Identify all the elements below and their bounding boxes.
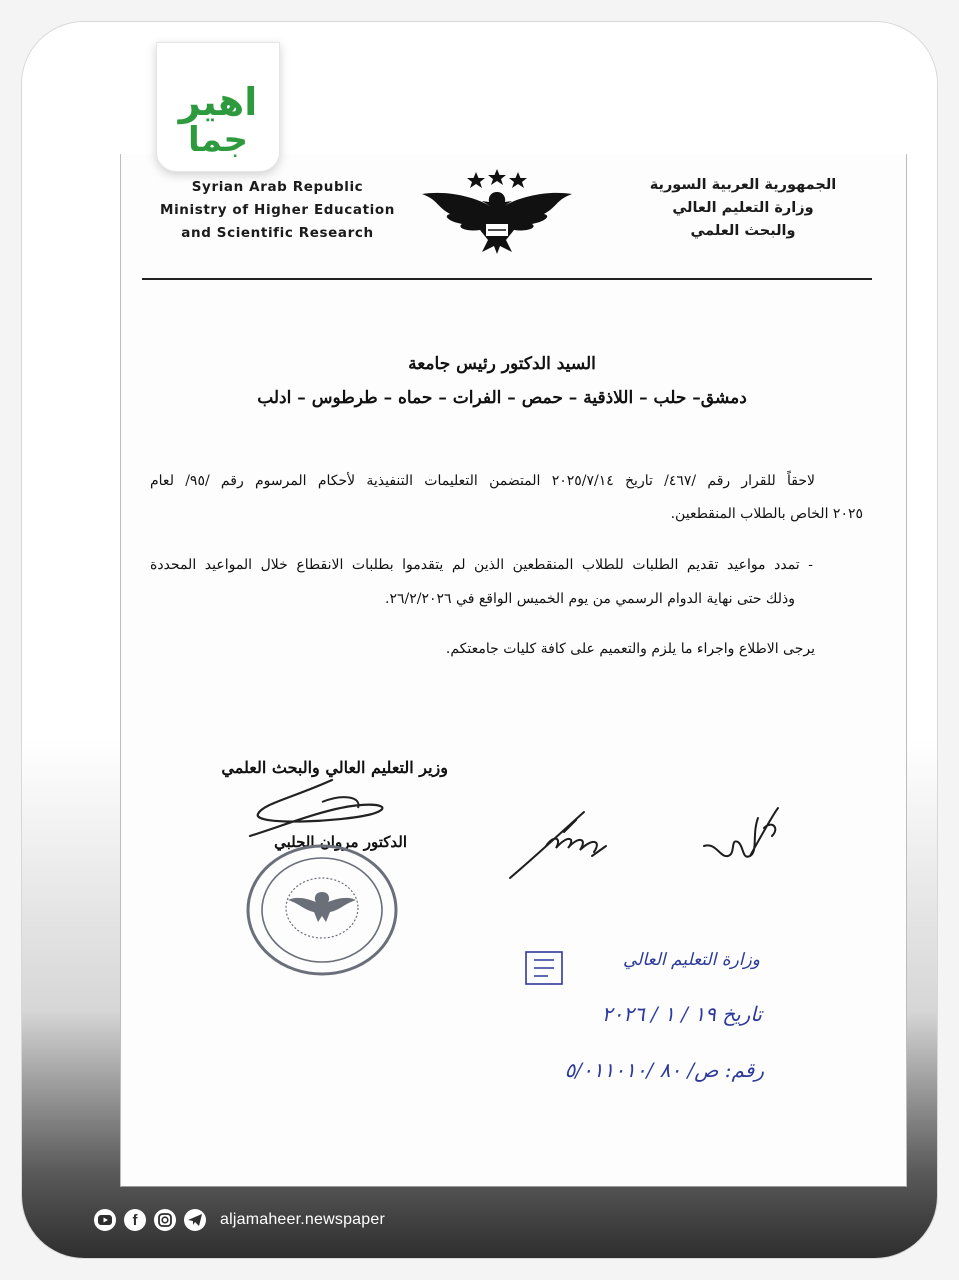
letterhead-arabic bbox=[612, 174, 874, 243]
logo-text-top: اهير bbox=[178, 80, 258, 124]
bullet-line-2: وذلك حتى نهاية الدوام الرسمي من يوم الخميس الواقع في ٢٦/٢/٢٠٢٦. bbox=[385, 591, 795, 607]
closing-paragraph: يرجى الاطلاع واجراء ما يلزم والتعميم على كافة كليات جامعتكم. bbox=[445, 641, 815, 657]
registry-date: تاريخ ١٩ / ١ / ٢٠٢٦ bbox=[601, 1002, 762, 1026]
handwritten-initials-2 bbox=[698, 798, 784, 874]
header-divider bbox=[142, 278, 872, 280]
bullet-line-1: - تمدد مواعيد تقديم الطلبات للطلاب المنقطعين الذين لم يتقدموا بطلبات الانقطاع خلال المواعيد المحددة bbox=[150, 557, 813, 573]
letterhead-english bbox=[140, 176, 415, 245]
aljamaheer-logo bbox=[156, 42, 280, 172]
telegram-icon[interactable] bbox=[184, 1209, 206, 1231]
logo-text-bottom: جما bbox=[187, 120, 249, 160]
logo-graphic bbox=[157, 43, 279, 171]
letterhead-en-line: Ministry of Higher Education bbox=[160, 202, 395, 218]
eagle-emblem-icon bbox=[416, 168, 578, 256]
letterhead-en-line: and Scientific Research bbox=[181, 225, 374, 241]
universities-list: دمشق– حلب – اللاذقية – حمص – الفرات – حماه – طرطوس – ادلب bbox=[257, 388, 747, 408]
letterhead-ar-line: الجمهورية العربية السورية bbox=[649, 177, 837, 193]
youtube-icon[interactable] bbox=[94, 1209, 116, 1231]
letterhead-en-line: Syrian Arab Republic bbox=[191, 179, 364, 195]
signatory-title: وزير التعليم العالي والبحث العلمي bbox=[221, 758, 448, 777]
social-footer bbox=[94, 1206, 385, 1234]
handwritten-initials-1 bbox=[506, 798, 616, 882]
addressee: السيد الدكتور رئيس جامعة bbox=[408, 354, 596, 374]
image-frame bbox=[22, 22, 937, 1258]
ministry-stamp-icon bbox=[244, 842, 400, 978]
letterhead-ar-line: والبحث العلمي bbox=[690, 223, 796, 239]
social-handle[interactable]: aljamaheer.newspaper bbox=[220, 1211, 385, 1228]
letterhead-ar-line: وزارة التعليم العالي bbox=[672, 200, 814, 216]
registry-ministry: وزارة التعليم العالي bbox=[622, 950, 760, 970]
registry-number: رقم: ص/ ٨٠ /٥/٠١١٠١٠ bbox=[564, 1058, 764, 1082]
signatory-name: الدكتور مروان الحلبي bbox=[274, 833, 407, 851]
paragraph-1-line-1: لاحقاً للقرار رقم /٤٦٧/ تاريخ ٢٠٢٥/٧/١٤ المتضمن التعليمات التنفيذية لأحكام المرسوم رقم /٩٥/ لعام bbox=[150, 473, 815, 489]
paragraph-1-line-2: ٢٠٢٥ الخاص بالطلاب المنقطعين. bbox=[670, 506, 863, 522]
facebook-icon[interactable]: f bbox=[124, 1209, 146, 1231]
instagram-icon[interactable] bbox=[154, 1209, 176, 1231]
document-page bbox=[120, 154, 907, 1187]
